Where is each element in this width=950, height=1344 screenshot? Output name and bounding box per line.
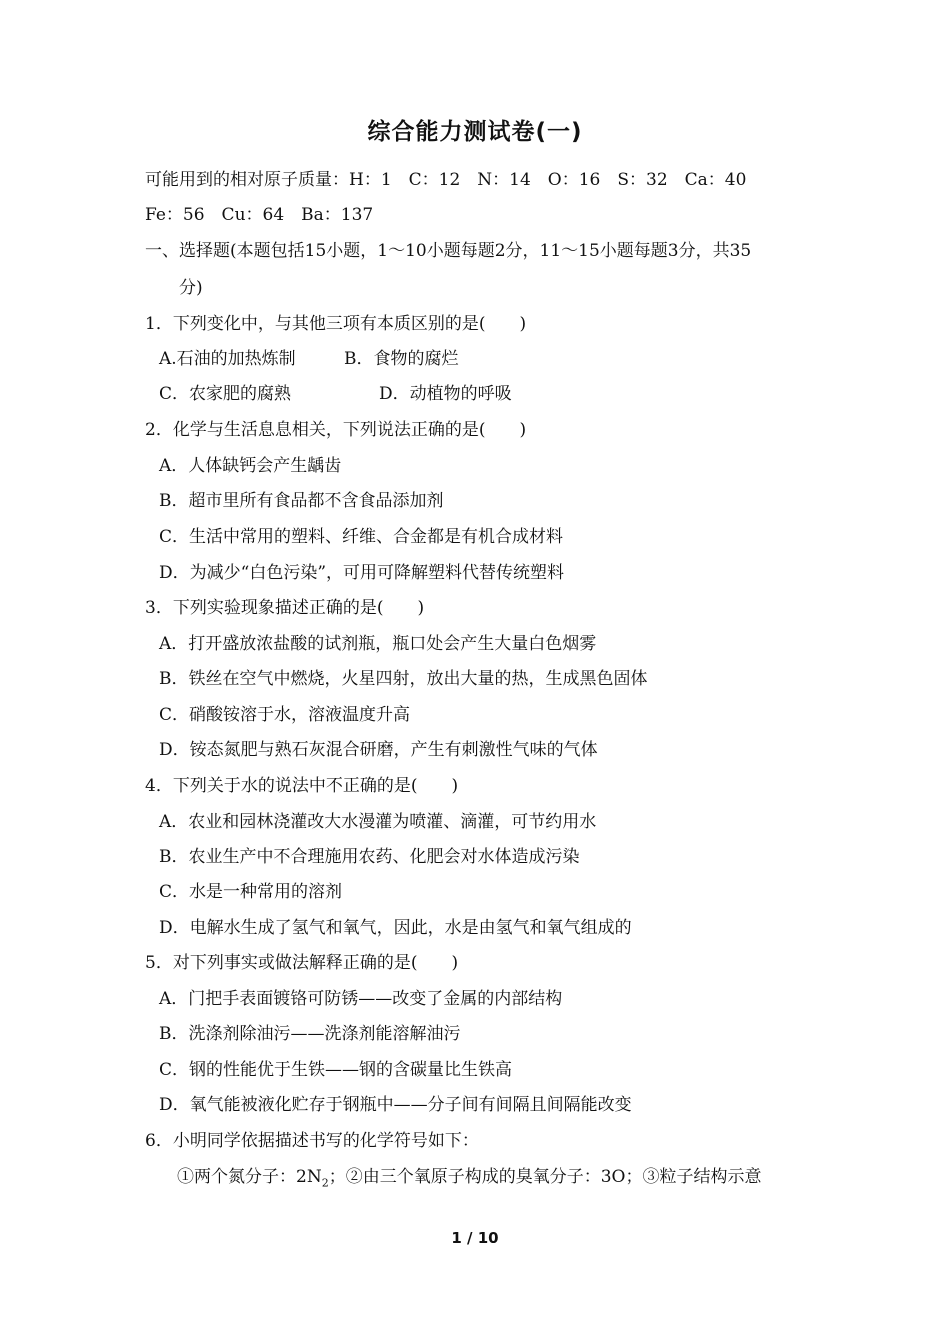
item-text-a: ①两个氮分子：2N <box>177 1167 322 1187</box>
option-a: A．人体缺钙会产生龋齿 <box>159 456 342 476</box>
question-1-options-cd <box>159 382 559 406</box>
option-b: B．食物的腐烂 <box>344 349 459 369</box>
question-4-stem: 4．下列关于水的说法中不正确的是( ) <box>145 776 459 796</box>
option-a: A.石油的加热炼制 <box>159 349 296 369</box>
subscript: 2 <box>321 1176 329 1190</box>
option-d: D．氧气能被液化贮存于钢瓶中——分子间有间隔且间隔能改变 <box>159 1095 632 1115</box>
section-heading: 一、选择题(本题包括15小题，1～10小题每题2分，11～15小题每题3分，共35 <box>145 241 752 261</box>
option-c: C．生活中常用的塑料、纤维、合金都是有机合成材料 <box>159 527 564 547</box>
question-5-stem: 5．对下列事实或做法解释正确的是( ) <box>145 953 459 973</box>
option-d: D．铵态氮肥与熟石灰混合研磨，产生有刺激性气味的气体 <box>159 740 598 760</box>
option-d: D．电解水生成了氢气和氧气，因此，水是由氢气和氧气组成的 <box>159 918 632 938</box>
atomic-masses-line2: Fe：56 Cu：64 Ba：137 <box>145 205 374 225</box>
option-a: A．门把手表面镀铬可防锈——改变了金属的内部结构 <box>159 989 563 1009</box>
option-c: C．硝酸铵溶于水，溶液温度升高 <box>159 705 411 725</box>
option-b: B．铁丝在空气中燃烧，火星四射，放出大量的热，生成黑色固体 <box>159 669 648 689</box>
option-c: C．水是一种常用的溶剂 <box>159 882 343 902</box>
option-d: D．为减少“白色污染”，可用可降解塑料代替传统塑料 <box>159 563 565 583</box>
page-number: 1 / 10 <box>451 1229 499 1247</box>
option-b: B．超市里所有食品都不含食品添加剂 <box>159 491 444 511</box>
question-1-options-ab <box>159 347 559 371</box>
option-c: C．农家肥的腐熟 <box>159 384 292 404</box>
option-a: A．农业和园林浇灌改大水漫灌为喷灌、滴灌，可节约用水 <box>159 812 597 832</box>
option-d: D．动植物的呼吸 <box>379 384 512 404</box>
question-2-stem: 2．化学与生活息息相关，下列说法正确的是( ) <box>145 420 527 440</box>
page-title: 综合能力测试卷(一) <box>367 119 583 145</box>
question-6-stem: 6．小明同学依据描述书写的化学符号如下： <box>145 1131 479 1151</box>
atomic-masses-line1: 可能用到的相对原子质量：H：1 C：12 N：14 O：16 S：32 Ca：40 <box>145 170 747 190</box>
option-a: A．打开盛放浓盐酸的试剂瓶，瓶口处会产生大量白色烟雾 <box>159 634 597 654</box>
question-3-stem: 3．下列实验现象描述正确的是( ) <box>145 598 425 618</box>
question-6-items <box>177 1165 761 1195</box>
item-text-b: ；②由三个氧原子构成的臭氧分子：3O；③粒子结构示意 <box>328 1167 762 1187</box>
option-b: B．农业生产中不合理施用农药、化肥会对水体造成污染 <box>159 847 580 867</box>
section-heading-cont: 分) <box>179 278 203 298</box>
question-1-stem: 1．下列变化中，与其他三项有本质区别的是( ) <box>145 314 527 334</box>
option-b: B．洗涤剂除油污——洗涤剂能溶解油污 <box>159 1024 461 1044</box>
option-c: C．钢的性能优于生铁——钢的含碳量比生铁高 <box>159 1060 513 1080</box>
